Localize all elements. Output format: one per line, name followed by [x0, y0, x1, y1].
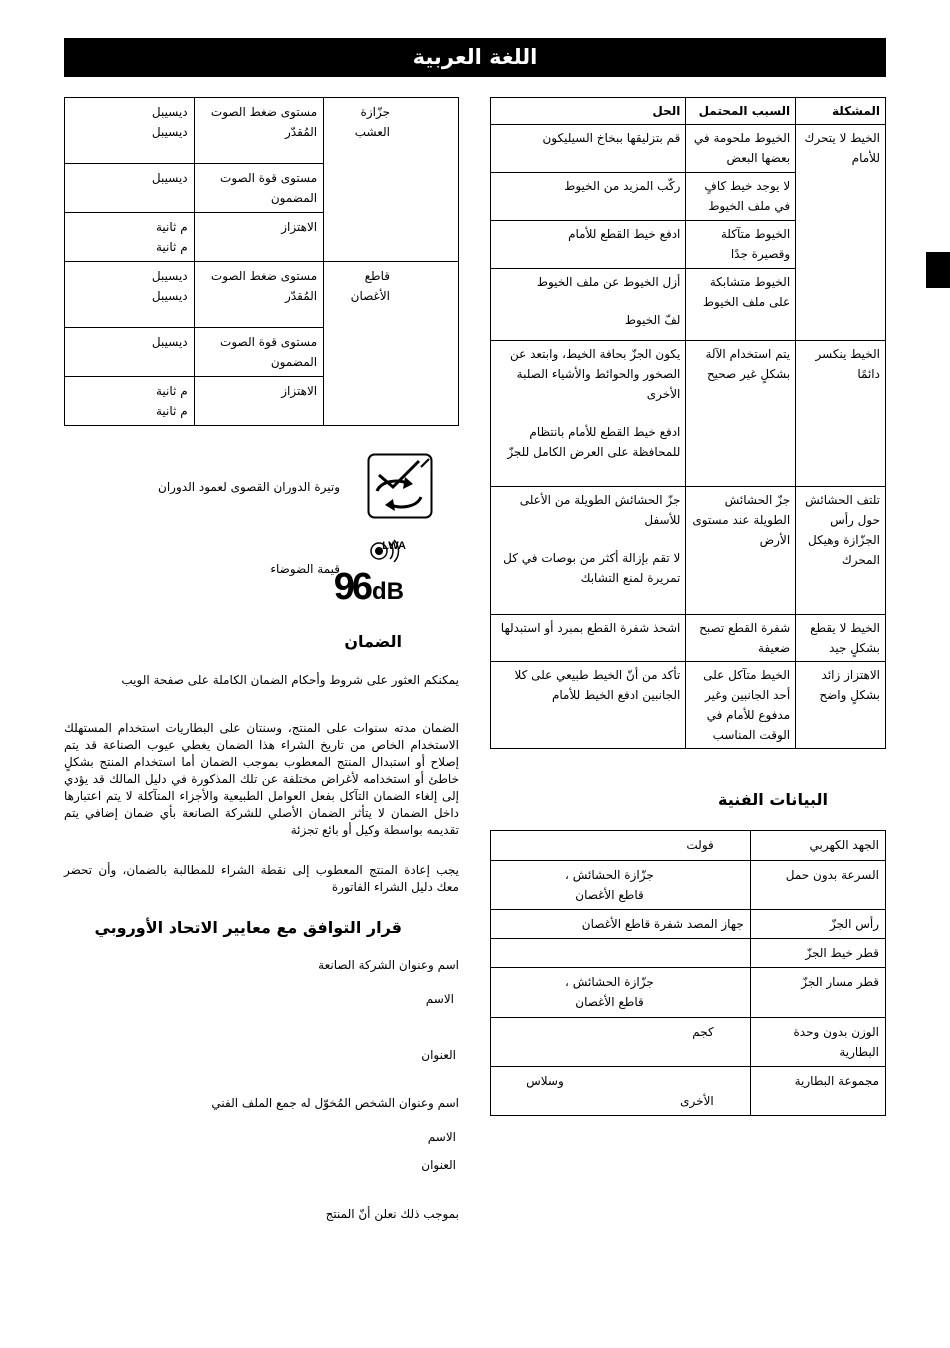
spec-value: [491, 1018, 751, 1067]
solution-line: لفّ الخيوط: [624, 313, 681, 327]
header-solution: الحل: [491, 98, 686, 125]
noise-value-label: قيمة الضوضاء: [270, 562, 340, 576]
spec-value: [491, 831, 751, 861]
spec-label: قطر مسار الجزّ: [750, 968, 885, 1018]
language-banner: اللغة العربية: [64, 38, 886, 77]
problem-cell: تلتف الحشائش حول رأس الجزّازة وهيكل المحرك: [796, 487, 886, 615]
solution-cell: ركّب المزيد من الخيوط: [491, 173, 686, 221]
param-cell: مستوى ضغط الصوت المُقدّر: [194, 98, 324, 164]
table-row: [491, 910, 886, 939]
header-cause: السبب المحتمل: [686, 98, 796, 125]
spec-label: رأس الجزّ: [750, 910, 885, 939]
technical-data-table: [490, 830, 886, 1116]
cause-cell: لا يوجد خيط كافٍ في ملف الخيوط: [686, 173, 796, 221]
noise-level-icon: [333, 535, 434, 608]
rpm-label: وتيرة الدوران القصوى لعمود الدوران: [158, 480, 340, 494]
problem-cell: الاهتزاز زائد بشكلٍ واضح: [796, 662, 886, 749]
spec-label: الجهد الكهربي: [750, 831, 885, 861]
table-row: [491, 831, 886, 861]
solution-cell: [491, 487, 686, 615]
param-cell: مستوى قوة الصوت المضمون: [194, 164, 324, 213]
specs-title: البيانات الفنية: [718, 790, 828, 809]
param-cell: الاهتزاز: [194, 377, 324, 426]
problem-cell: الخيط لا يقطع بشكلٍ جيد: [796, 615, 886, 662]
table-row: [491, 968, 886, 1018]
manufacturer-name-label: الاسم: [425, 992, 454, 1006]
table-row: [491, 487, 886, 615]
spec-value: [491, 861, 751, 910]
spec-value-line: فولت: [686, 838, 714, 852]
solution-line: أزل الخيوط عن ملف الخيوط: [536, 275, 681, 289]
spec-value: [491, 968, 751, 1018]
cause-cell: الخيوط متشابكة على ملف الخيوط: [686, 269, 796, 341]
spec-value-line: الأخرى: [680, 1094, 714, 1108]
solution-line: يكون الجزّ بحافة الخيط، وابتعد عن الصخور والحوائط والأشياء الصلبة الأخرى: [509, 347, 681, 401]
warranty-paragraph-3: يجب إعادة المنتج المعطوب إلى نقطة الشراء للمطالبة بالضمان، وأن تحضر معك دليل الشراء الفاتورة: [64, 863, 459, 894]
problem-cell: الخيط لا يتحرك للأمام: [796, 125, 886, 341]
unit-line: ديسيبل: [151, 171, 188, 185]
unit-cell: [65, 262, 195, 328]
param-cell: الاهتزاز: [194, 213, 324, 262]
manufacturer-address-label: العنوان: [421, 1048, 456, 1062]
warranty-title: الضمان: [344, 632, 402, 651]
spec-value: [491, 1067, 751, 1116]
cause-cell: الخيوط ملحومة في بعضها البعض: [686, 125, 796, 173]
header-problem: المشكلة: [796, 98, 886, 125]
solution-cell: قم بتزليقها ببخاخ السيليكون: [491, 125, 686, 173]
unit-cell: [65, 164, 195, 213]
cause-cell: الخيوط متآكلة وقصيرة جدًا: [686, 221, 796, 269]
table-header-row: [491, 98, 886, 125]
spec-value-line: جزّازة الحشائش ،: [565, 975, 654, 989]
table-row: [491, 662, 886, 749]
spec-label: السرعة بدون حمل: [750, 861, 885, 910]
unit-line: م ثانية: [155, 240, 188, 254]
section-tab-marker: [926, 252, 950, 288]
technical-name-label: الاسم: [427, 1130, 456, 1144]
cause-cell: الخيط متآكل على أحد الجانبين وغير مدفوع للأمام في الوقت المناسب: [686, 662, 796, 749]
manufacturer-label: اسم وعنوان الشركة الصانعة: [318, 958, 459, 972]
table-row: [65, 98, 459, 164]
unit-cell: [65, 328, 195, 377]
technical-file-label: اسم وعنوان الشخص المُخوّل له جمع الملف الفني: [211, 1096, 459, 1110]
cause-cell: جزّ الحشائش الطويلة عند مستوى الأرض: [686, 487, 796, 615]
param-cell: مستوى قوة الصوت المضمون: [194, 328, 324, 377]
table-row: [491, 125, 886, 173]
table-row: [491, 1067, 886, 1116]
solution-cell: اشحذ شفرة القطع بمبرد أو استبدلها: [491, 615, 686, 662]
unit-line: ديسيبل: [151, 335, 188, 349]
spec-label: مجموعة البطارية: [750, 1067, 885, 1116]
db-unit-text: dB: [372, 578, 404, 605]
unit-line: م ثانية: [155, 384, 188, 398]
table-row: [491, 939, 886, 968]
unit-line: ديسيبل: [151, 105, 188, 119]
spec-value-line: جزّازة الحشائش ،: [565, 868, 654, 882]
unit-cell: [65, 213, 195, 262]
unit-line: م ثانية: [155, 404, 188, 418]
unit-line: ديسيبل: [151, 269, 188, 283]
warranty-paragraph-1: يمكنكم العثور على شروط وأحكام الضمان الكاملة على صفحة الويب: [121, 673, 459, 687]
solution-cell: [491, 269, 686, 341]
unit-cell: [65, 377, 195, 426]
cause-cell: شفرة القطع تصبح ضعيفة: [686, 615, 796, 662]
problem-cell: الخيط ينكسر دائمًا: [796, 341, 886, 487]
solution-line: لا تقم بإزالة أكثر من بوصات في كل تمريرة لمنع التشابك: [503, 551, 681, 585]
rotation-speed-icon: [367, 453, 433, 519]
unit-line: ديسيبل: [151, 125, 188, 139]
solution-cell: ادفع خيط القطع للأمام: [491, 221, 686, 269]
spec-value: [491, 939, 751, 968]
spec-value-line: كجم: [692, 1025, 714, 1039]
param-cell: مستوى ضغط الصوت المُقدّر: [194, 262, 324, 328]
unit-line: ديسيبل: [151, 289, 188, 303]
spec-value-line: وسلاس: [526, 1074, 564, 1088]
technical-address-label: العنوان: [421, 1158, 456, 1172]
spec-value: جهاز المصد شفرة قاطع الأغصان: [491, 910, 751, 939]
spec-value-line: قاطع الأغصان: [575, 888, 644, 902]
table-row: [491, 1018, 886, 1067]
solution-cell: تأكد من أنّ الخيط طبيعي على كلا الجانبين ادفع الخيط للأمام: [491, 662, 686, 749]
table-row: [491, 341, 886, 487]
warranty-paragraph-2: الضمان مدته سنوات على المنتج، وسنتان على البطاريات استخدام المستهلك الاستخدام الخاص من تاريخ الشراء هذا الضمان يغطي عيوب الصناعة قد يتم إصلاح أو استبدال المنتج المعطوب بموجب الضمان أما استخدام المنتج بشكلٍ خاطئ أو استخدامه لأغراض مختلفة عن تلك المذكورة في دليل المالك قد يؤدي إلى إلغاء الضمان التآكل بفعل العوامل الطبيعية والأجزاء المتآكلة لا يتم اعتبارها داخل الضمان لا يتأثر الضمان الأصلي للشركة الصانعة بأي ضمان إضافي يتم تقديمه بواسطة وكيل أو بائع تجزئة: [64, 721, 459, 837]
solution-cell: [491, 341, 686, 487]
tool-cell: جزّازة العشب: [324, 98, 459, 262]
troubleshooting-table: [490, 97, 886, 749]
db-value-text: 96: [333, 566, 370, 608]
lwa-text: LWA: [382, 540, 406, 552]
solution-line: ادفع خيط القطع للأمام بانتظام للمحافظة على العرض الكامل للجزّ: [507, 425, 681, 459]
noise-vibration-table: [64, 97, 459, 426]
declaration-label: بموجب ذلك نعلن أنّ المنتج: [325, 1207, 459, 1221]
conformity-title: قرار التوافق مع معايير الاتحاد الأوروبي: [94, 918, 402, 937]
solution-line: جزّ الحشائش الطويلة من الأعلى للأسفل: [519, 493, 681, 527]
spec-label: الوزن بدون وحدة البطارية: [750, 1018, 885, 1067]
unit-cell: [65, 98, 195, 164]
spec-value-line: قاطع الأغصان: [575, 995, 644, 1009]
cause-cell: يتم استخدام الآلة بشكلٍ غير صحيح: [686, 341, 796, 487]
tool-cell: قاطع الأغصان: [324, 262, 459, 426]
table-row: [65, 262, 459, 328]
table-row: [491, 615, 886, 662]
spec-label: قطر خيط الجزّ: [750, 939, 885, 968]
table-row: [491, 861, 886, 910]
unit-line: م ثانية: [155, 220, 188, 234]
